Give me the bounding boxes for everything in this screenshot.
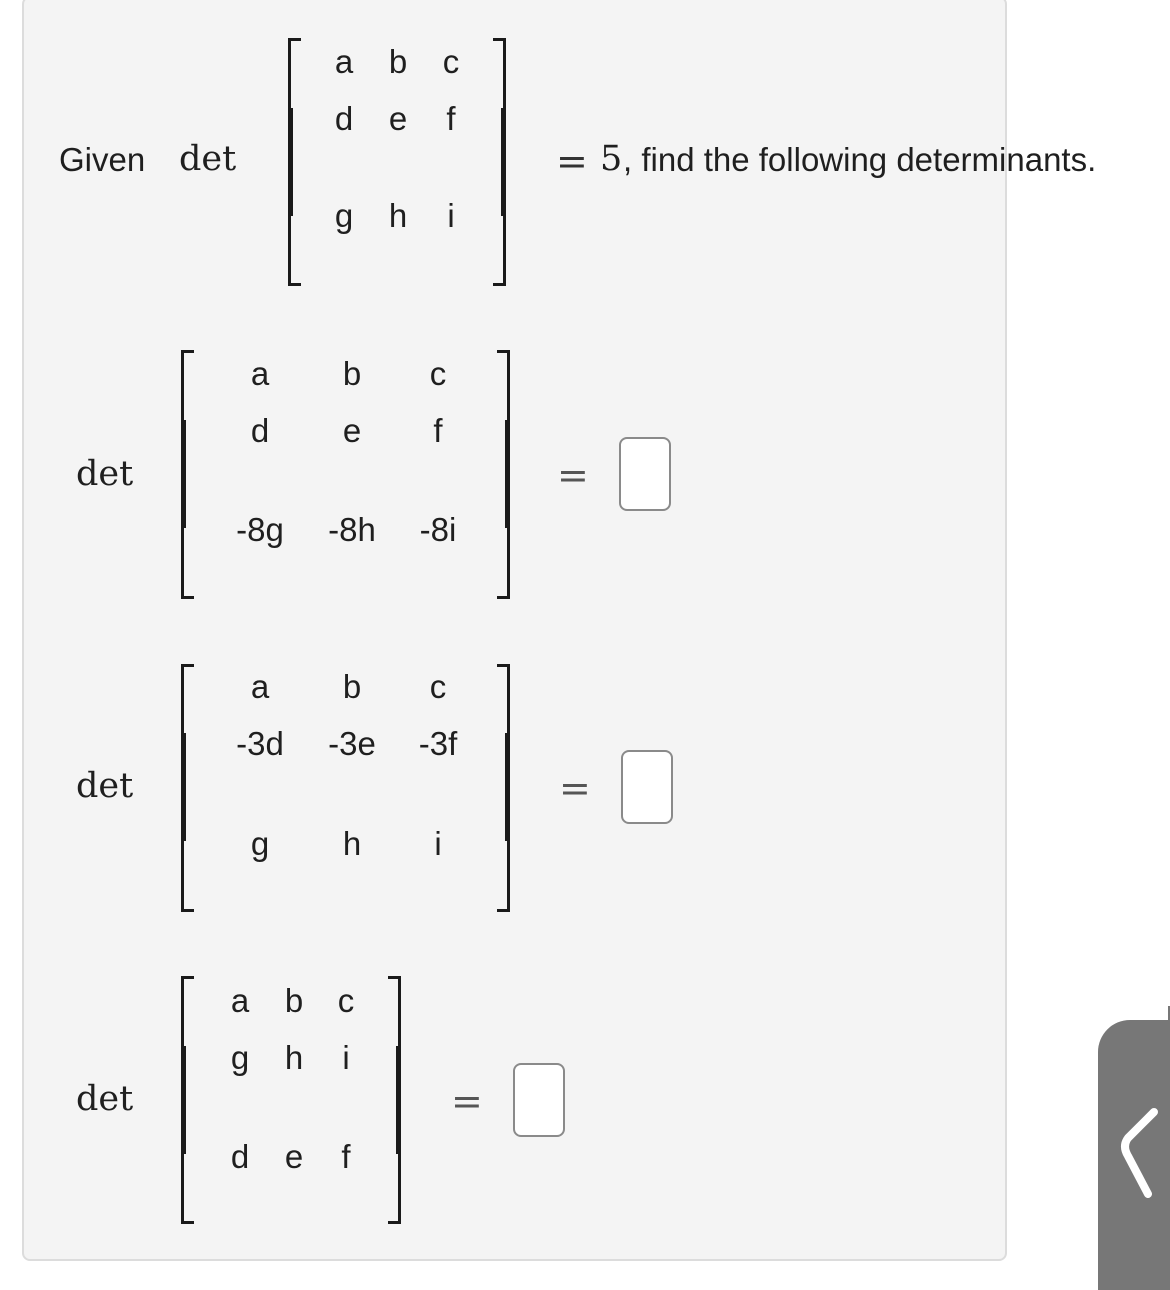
matrix-cell: c <box>429 668 447 705</box>
matrix-cell: b <box>342 355 362 392</box>
bracket-left-thick <box>288 108 293 216</box>
given-label: Given <box>59 141 146 178</box>
matrix-cell: b <box>342 668 362 705</box>
matrix-cell: d <box>250 412 270 449</box>
matrix-cell: h <box>342 825 362 862</box>
matrix-cell: a <box>334 43 354 80</box>
matrix-cell: c <box>337 982 355 1019</box>
equals-sign: = <box>451 1079 483 1123</box>
matrix-cell: -3f <box>418 725 458 762</box>
matrix-cell: g <box>230 1039 250 1076</box>
matrix-cell: i <box>342 1039 350 1076</box>
bracket-right-thick <box>501 108 506 216</box>
det-label: det <box>76 1079 134 1119</box>
matrix-cell: f <box>446 100 456 137</box>
det-label: det <box>76 766 134 806</box>
matrix-cell: e <box>342 412 362 449</box>
matrix-cell: h <box>284 1039 304 1076</box>
matrix-cell: f <box>433 412 443 449</box>
bracket-left-thick <box>181 1046 186 1154</box>
matrix-cell: i <box>447 197 455 234</box>
matrix-cell: -8h <box>328 511 376 548</box>
bracket-right-thick <box>505 733 510 841</box>
matrix-cell: b <box>388 43 408 80</box>
matrix-cell: c <box>429 355 447 392</box>
matrix-cell: a <box>230 982 250 1019</box>
matrix-cell: -3d <box>236 725 284 762</box>
equals-sign: = <box>557 453 589 497</box>
matrix-cell: g <box>334 197 354 234</box>
chevron-left-icon <box>1118 1108 1160 1198</box>
matrix-cell: -3e <box>328 725 376 762</box>
answer-input[interactable] <box>513 1063 565 1137</box>
matrix-cell: c <box>442 43 460 80</box>
matrix-cell: e <box>388 100 408 137</box>
bracket-left-thick <box>181 420 186 528</box>
equals-sign: = <box>559 766 591 810</box>
matrix-cell: -8i <box>419 511 457 548</box>
bracket-right-thick <box>396 1046 401 1154</box>
matrix-cell: d <box>230 1138 250 1175</box>
matrix-cell: h <box>388 197 408 234</box>
matrix-cell: b <box>284 982 304 1019</box>
bracket-right-thick <box>505 420 510 528</box>
given-det-label: det <box>179 139 237 179</box>
answer-input[interactable] <box>619 437 671 511</box>
answer-input[interactable] <box>621 750 673 824</box>
matrix-cell: i <box>434 825 442 862</box>
matrix-cell: -8g <box>236 511 284 548</box>
matrix-cell: f <box>341 1138 351 1175</box>
bracket-left-thick <box>181 733 186 841</box>
matrix-cell: g <box>250 825 270 862</box>
matrix-cell: d <box>334 100 354 137</box>
given-equals: = <box>556 139 588 183</box>
matrix-cell: a <box>250 668 270 705</box>
matrix-cell: e <box>284 1138 304 1175</box>
given-value: 5 <box>600 139 623 179</box>
det-label: det <box>76 454 134 494</box>
given-suffix: , find the following determinants. <box>623 141 1097 178</box>
matrix-cell: a <box>250 355 270 392</box>
